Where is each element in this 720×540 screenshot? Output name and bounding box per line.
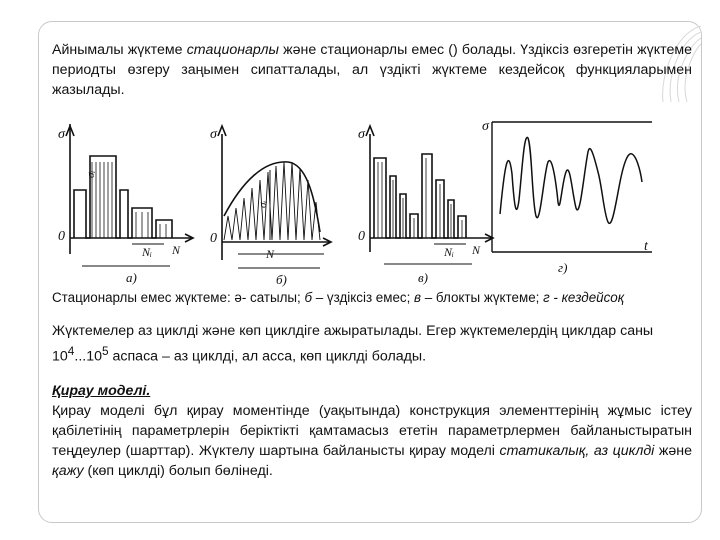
panel-d-letter: г) — [558, 260, 568, 275]
panel-d-random-load — [492, 122, 652, 252]
panel-b-origin: 0 — [210, 231, 217, 246]
load-types-figure — [52, 112, 652, 290]
panel-c-y-label: σ — [358, 127, 365, 142]
figure-caption: Стационарлы емес жүктеме: ә- сатылы; б – үздіксіз емес; в – блокты жүктеме; г - кездейсоқ — [52, 290, 625, 305]
panel-a-origin: 0 — [58, 229, 65, 244]
panel-c-letter: в) — [418, 270, 428, 285]
intro-paragraph: Айнымалы жүктеме стационарлы және стационарлы емес () болады. Үздіксіз өзгеретін жүктеме периодты өзгеру заңымен сипатталады, ал үздікті жүктеме кездейсоқ функцияларымен жазылады. — [52, 42, 693, 98]
cycles-paragraph: Жүктемелер аз циклді және көп циклдіге ажыратылады. Егер жүктемелердің циклдар саны $10^4...10^5$ аспаса – аз циклді, ал асса, көп циклді болады. — [52, 323, 654, 365]
panel-a-letter: а) — [126, 270, 137, 285]
panel-b-letter: б) — [276, 272, 287, 287]
failure-model-heading: Қирау моделі. — [52, 383, 151, 399]
panel-d-y-label: σ — [482, 119, 489, 134]
failure-model-paragraph: Қирау моделі. Қирау моделі бұл қирау моментінде (уақытында) конструкция элементтерінің жұмыс істеу қабілетінің параметрлерін беріктікті қамтамасыз ететін параметрлермен байланыстыратын теңдеулер (шарттар). Жүктелу шартына байланысты қирау моделі статикалық, аз циклді және қажу (көп циклді) болып бөлінеді. — [52, 383, 692, 479]
panel-a-sigma: σᵢ — [85, 170, 97, 178]
panel-c-n: N — [472, 243, 481, 257]
panel-a-ni: Nᵢ — [142, 245, 152, 259]
panel-d-t: t — [644, 239, 648, 254]
panel-c-ni: Nᵢ — [444, 245, 454, 259]
panel-c-origin: 0 — [358, 229, 365, 244]
panel-b-continuous-load — [218, 126, 331, 268]
panel-b-y-label: σ — [210, 127, 217, 142]
panel-a-n: N — [172, 243, 181, 257]
panel-b-n: N — [266, 247, 275, 261]
panel-b-sigma-i: σᵢ — [257, 200, 269, 208]
panel-a-y-label: σ — [58, 127, 65, 142]
